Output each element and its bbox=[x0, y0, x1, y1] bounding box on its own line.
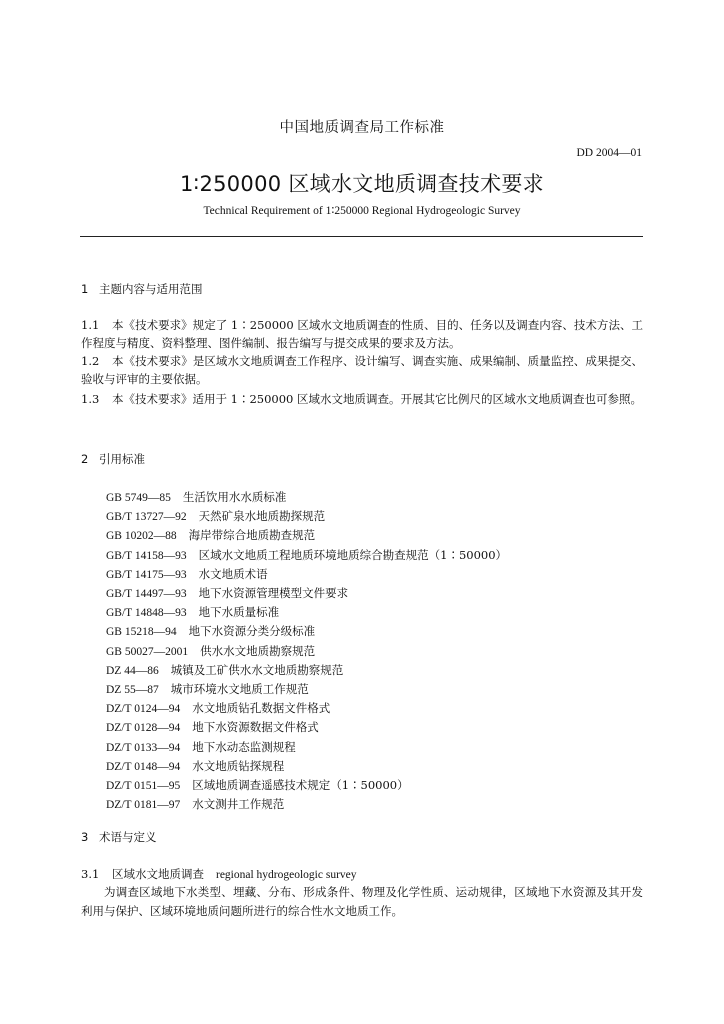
list-item bbox=[106, 776, 507, 795]
standard-name: 区域水文地质工程地质环境地质综合勘查规范（1∶50000） bbox=[198, 547, 508, 562]
term-number: 3.1 bbox=[81, 867, 100, 881]
standard-name: 水文地质术语 bbox=[198, 566, 268, 581]
paragraph-1-3 bbox=[81, 390, 643, 408]
standard-name: 地下水资源管理模型文件要求 bbox=[198, 586, 349, 601]
standard-code: DZ/T 0148—94 bbox=[106, 760, 181, 773]
section-title: 术语与定义 bbox=[99, 830, 157, 844]
list-item bbox=[106, 642, 507, 661]
term-en: regional hydrogeologic survey bbox=[216, 869, 357, 881]
standard-code: GB/T 13727—92 bbox=[106, 511, 187, 524]
standard-code: DZ/T 0124—94 bbox=[106, 703, 181, 716]
standard-code: GB/T 14848—93 bbox=[106, 607, 187, 620]
paragraph-text: 本《技术要求》是区域水文地质调查工作程序、设计编写、调查实施、成果编制、质量监控、成果提交、验收与评审的主要依据。 bbox=[81, 354, 643, 386]
section-2-heading bbox=[81, 451, 145, 467]
standard-name: 水文测井工作规范 bbox=[192, 797, 285, 812]
list-item bbox=[106, 603, 507, 622]
paragraph-1-1 bbox=[81, 316, 643, 352]
standard-code: DZ 44—86 bbox=[106, 664, 159, 677]
standard-name: 区域地质调查遥感技术规定（1∶50000） bbox=[192, 778, 409, 793]
term-3-1-heading bbox=[81, 866, 357, 882]
paragraph-number: 1.2 bbox=[81, 354, 100, 368]
standard-code: GB/T 14497—93 bbox=[106, 588, 187, 601]
standard-code: GB/T 14158—93 bbox=[106, 549, 187, 562]
standard-name: 天然矿泉水地质勘探规范 bbox=[198, 509, 326, 524]
standard-name: 地下水资源数据文件格式 bbox=[192, 720, 319, 735]
standard-name: 地下水动态监测规程 bbox=[192, 739, 296, 754]
standard-name: 地下水质量标准 bbox=[198, 605, 280, 620]
section-number: 1 bbox=[81, 282, 89, 296]
standard-name: 水文地质钻探规程 bbox=[192, 758, 285, 773]
standard-name: 水文地质钻孔数据文件格式 bbox=[192, 701, 331, 716]
standard-code: GB 5749—85 bbox=[106, 492, 171, 504]
standard-issuer: 中国地质调查局工作标准 bbox=[279, 120, 445, 136]
standard-code: DZ 55—87 bbox=[106, 684, 159, 697]
list-item bbox=[106, 622, 507, 641]
list-item bbox=[106, 757, 507, 776]
section-number: 2 bbox=[81, 452, 89, 466]
standard-code: GB 15218—94 bbox=[106, 626, 177, 639]
document-title: 1∶250000 区域水文地质调查技术要求 bbox=[180, 172, 544, 196]
standard-code: GB/T 14175—93 bbox=[106, 568, 187, 581]
list-item bbox=[106, 718, 507, 737]
section-title: 引用标准 bbox=[99, 452, 145, 466]
standard-code: DZ/T 0128—94 bbox=[106, 722, 181, 735]
referenced-standards-list bbox=[106, 488, 507, 814]
paragraph-number: 1.3 bbox=[81, 392, 100, 406]
standard-code: DZ/T 0133—94 bbox=[106, 741, 181, 754]
paragraph-number: 1.1 bbox=[81, 318, 100, 332]
paragraph-text: 本《技术要求》规定了 1∶250000 区域水文地质调查的性质、目的、任务以及调查内容、技术方法、工作程度与精度、资料整理、图件编制、报告编写与提交成果的要求及方法。 bbox=[81, 318, 643, 350]
list-item bbox=[106, 738, 507, 757]
list-item bbox=[106, 526, 507, 545]
term-3-1-definition: 为调查区域地下水类型、埋藏、分布、形成条件、物理及化学性质、运动规律，区域地下水资源及其开发利用与保护、区域环境地质问题所进行的综合性水文地质工作。 bbox=[81, 885, 643, 918]
standard-code: GB 10202—88 bbox=[106, 530, 177, 543]
standard-name: 城镇及工矿供水水文地质勘察规范 bbox=[170, 662, 344, 677]
list-item bbox=[106, 584, 507, 603]
paragraph-text: 本《技术要求》适用于 1∶250000 区域水文地质调查。开展其它比例尺的区域水文地质调查也可参照。 bbox=[112, 392, 643, 406]
list-item bbox=[106, 565, 507, 584]
standard-code: GB 50027—2001 bbox=[106, 645, 189, 658]
term-zh: 区域水文地质调查 bbox=[112, 867, 204, 881]
list-item bbox=[106, 488, 507, 507]
header-divider bbox=[80, 236, 643, 237]
section-3-heading bbox=[81, 829, 157, 845]
standard-name: 供水水文地质勘察规范 bbox=[200, 643, 316, 658]
standard-name: 生活饮用水水质标准 bbox=[182, 490, 287, 504]
list-item bbox=[106, 661, 507, 680]
standard-code: DZ/T 0151—95 bbox=[106, 780, 181, 793]
standard-name: 地下水资源分类分级标准 bbox=[188, 624, 316, 639]
paragraph-1-2 bbox=[81, 352, 643, 388]
list-item bbox=[106, 795, 507, 814]
standard-code: DD 2004—01 bbox=[576, 147, 642, 159]
list-item bbox=[106, 546, 507, 565]
section-title: 主题内容与适用范围 bbox=[99, 282, 203, 296]
standard-name: 海岸带综合地质勘查规范 bbox=[188, 528, 316, 543]
section-1-heading bbox=[81, 281, 203, 297]
standard-name: 城市环境水文地质工作规范 bbox=[170, 682, 309, 697]
document-subtitle-en: Technical Requirement of 1∶250000 Regional Hydrogeologic Survey bbox=[203, 205, 521, 217]
list-item bbox=[106, 699, 507, 718]
list-item bbox=[106, 680, 507, 699]
section-number: 3 bbox=[81, 830, 89, 844]
list-item bbox=[106, 507, 507, 526]
standard-code: DZ/T 0181—97 bbox=[106, 799, 181, 812]
